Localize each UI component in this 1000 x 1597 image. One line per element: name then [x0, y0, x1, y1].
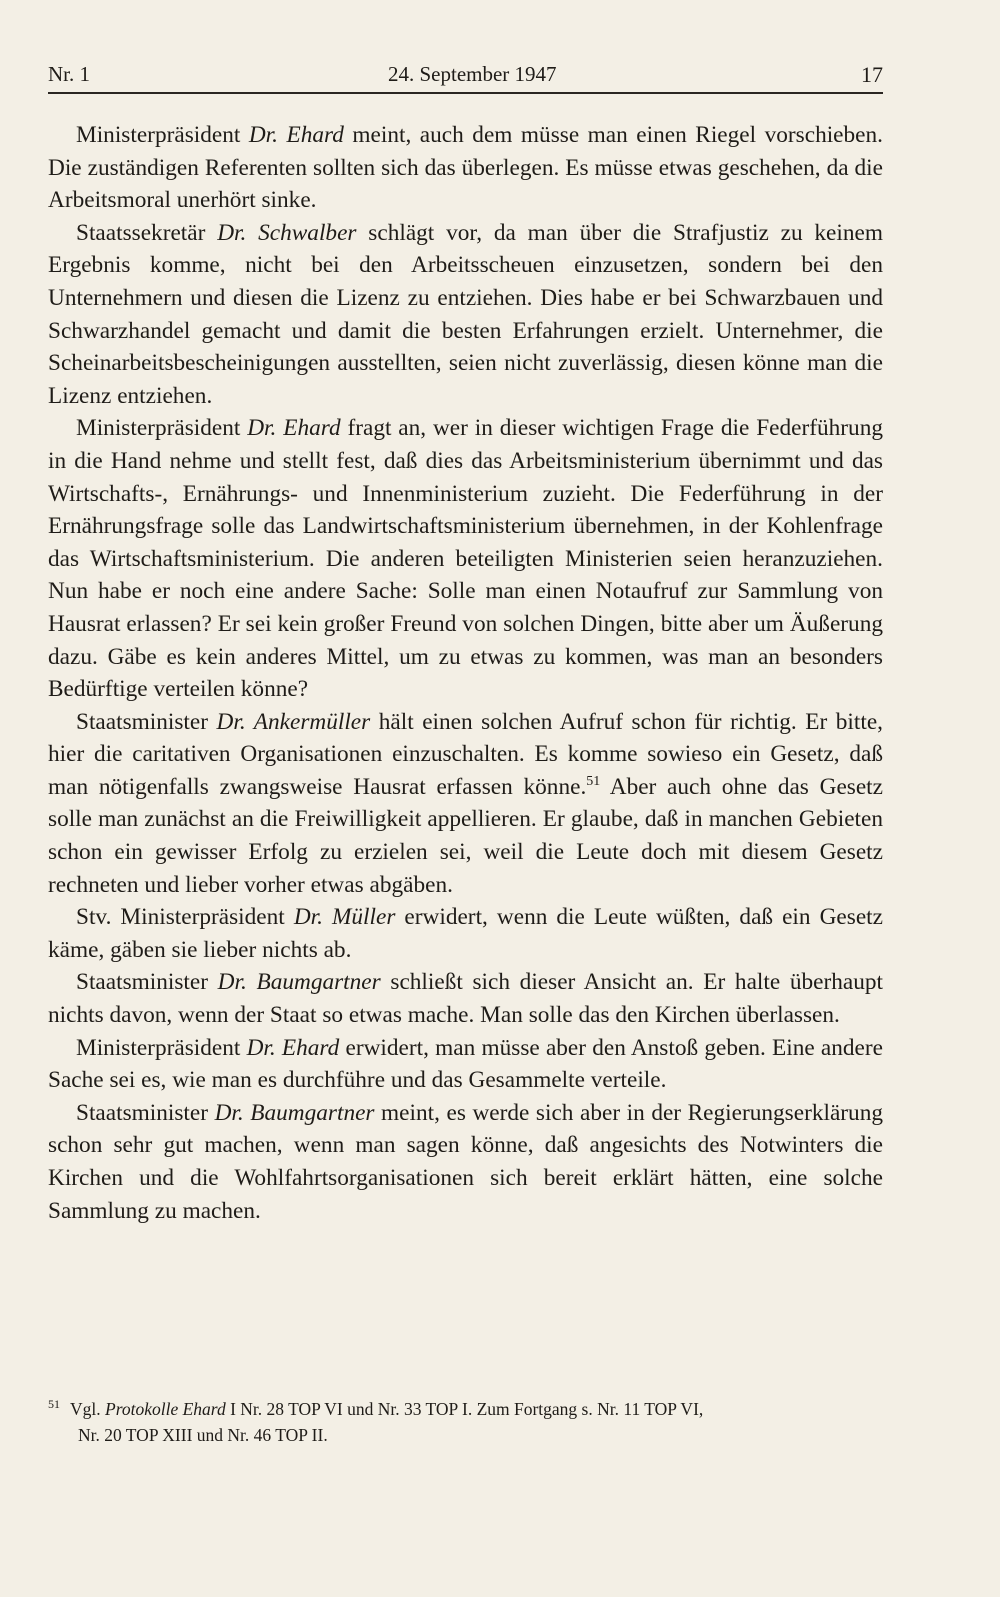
running-header	[48, 58, 883, 92]
paragraph-text: Aber auch ohne das Gesetz solle man zunächst an die Freiwilligkeit appellieren. Er glaube, daß in manchen Gebieten schon ein gewisser Erfolg zu erzielen sei, weil die Leute doch mit diesem Gesetz rechneten und lieber vorher etwas abgäben.	[48, 773, 883, 898]
footnote-source-title: Protokolle Ehard	[105, 1399, 226, 1419]
paragraph	[48, 412, 883, 705]
paragraph-text: hält einen solchen Aufruf schon für richtig. Er bitte, hier die caritativen Organisationen einzuschalten. Es komme sowieso ein Gesetz, daß man nötigenfalls zwangsweise Hausrat erfassen könne.	[48, 708, 883, 800]
footnote-line	[48, 1396, 883, 1422]
speaker-name: Dr. Ehard	[248, 122, 344, 148]
paragraph	[48, 1097, 883, 1227]
paragraph-text: fragt an, wer in dieser wichtigen Frage die Federführung in die Hand nehme und stellt fest, daß dies das Arbeitsministerium übernimmt und das Wirtschafts-, Ernährungs- und Innenministerium zuzieht. Die Federführung in der Ernährungsfrage solle das Landwirtschaftsministerium übernehmen, in der Kohlenfrage das Wirtschaftsministerium. Die anderen beteiligten Ministerien seien heranzuziehen. Nun habe er noch eine andere Sache: Solle man einen Notaufruf zur Sammlung von Hausrat erlassen? Er sei kein großer Freund von solchen Dingen, bitte aber um Äußerung dazu. Gäbe es kein anderes Mittel, um zu etwas zu kommen, was man an besonders Bedürftige verteilen könne?	[48, 415, 883, 703]
speaker-title: Staatsminister	[76, 1099, 215, 1126]
paragraph-text: meint, auch dem müsse man einen Riegel vorschieben. Die zuständigen Referenten sollten sich das überlegen. Es müsse etwas geschehen, da die Arbeitsmoral unerhört sinke.	[48, 122, 883, 214]
paragraph-text: erwidert, man müsse aber den Anstoß geben. Eine andere Sache sei es, wie man es durchführe und das Gesammelte verteile.	[48, 1034, 883, 1094]
header-page-number: 17	[861, 62, 883, 87]
footnote-reference[interactable]: 51	[586, 774, 601, 790]
paragraph	[48, 901, 883, 966]
paragraph	[48, 966, 883, 1031]
speaker-title: Staatssekretär	[76, 219, 218, 246]
paragraph-text: meint, es werde sich aber in der Regierungserklärung schon sehr gut machen, wenn man sagen könne, daß angesichts des Notwinters die Kirchen und die Wohlfahrtsorganisationen sich bereit erklärt hätten, eine solche Sammlung zu machen.	[48, 1099, 883, 1224]
footnote	[48, 1396, 883, 1448]
paragraph	[48, 706, 883, 902]
speaker-title: Ministerpräsident	[76, 1034, 247, 1061]
speaker-name: Dr. Ankermüller	[216, 708, 371, 735]
speaker-name: Dr. Ehard	[246, 1034, 340, 1061]
footnote-text: I Nr. 28 TOP VI und Nr. 33 TOP I. Zum Fortgang s. Nr. 11 TOP VI,	[225, 1399, 704, 1419]
header-date: 24. September 1947	[388, 62, 557, 86]
paragraph-text: schließt sich dieser Ansicht an. Er halte überhaupt nichts davon, wenn der Staat so etwas mache. Man solle das den Kirchen überlassen.	[48, 969, 884, 1029]
paragraph-text: erwidert, wenn die Leute wüßten, daß ein Gesetz käme, gäben sie lieber nichts ab.	[48, 904, 883, 963]
paragraph	[48, 217, 883, 413]
footnote-text: Vgl.	[70, 1399, 105, 1419]
speaker-name: Dr. Müller	[293, 904, 396, 931]
header-document-number: Nr. 1	[48, 62, 90, 86]
speaker-name: Dr. Ehard	[247, 415, 341, 442]
speaker-name: Dr. Baumgartner	[214, 1099, 375, 1126]
speaker-title: Staatsminister	[76, 708, 217, 735]
speaker-name: Dr. Baumgartner	[217, 969, 381, 996]
paragraph-text: schlägt vor, da man über die Strafjustiz zu keinem Ergebnis komme, nicht bei den Arbeitsscheuen einzusetzen, sondern bei den Unternehmern und diesen die Lizenz zu entziehen. Dies habe er bei Schwarzbauen und Schwarzhandel gemacht und damit die besten Erfahrungen erzielt. Unternehmer, die Scheinarbeitsbescheinigungen ausstellten, seien nicht zuverlässig, diesen könne man die Lizenz entziehen.	[48, 219, 883, 409]
header-rule	[48, 92, 883, 94]
footnote-number: 51	[48, 1397, 60, 1412]
speaker-title: Ministerpräsident	[76, 122, 249, 148]
speaker-title: Stv. Ministerpräsident	[76, 904, 294, 931]
paragraph	[48, 119, 883, 217]
body-text	[48, 119, 883, 1227]
speaker-title: Staatsminister	[76, 969, 218, 996]
paragraph	[48, 1032, 883, 1097]
speaker-title: Ministerpräsident	[76, 415, 248, 442]
footnote-line: Nr. 20 TOP XIII und Nr. 46 TOP II.	[78, 1425, 328, 1445]
speaker-name: Dr. Schwalber	[217, 219, 357, 246]
